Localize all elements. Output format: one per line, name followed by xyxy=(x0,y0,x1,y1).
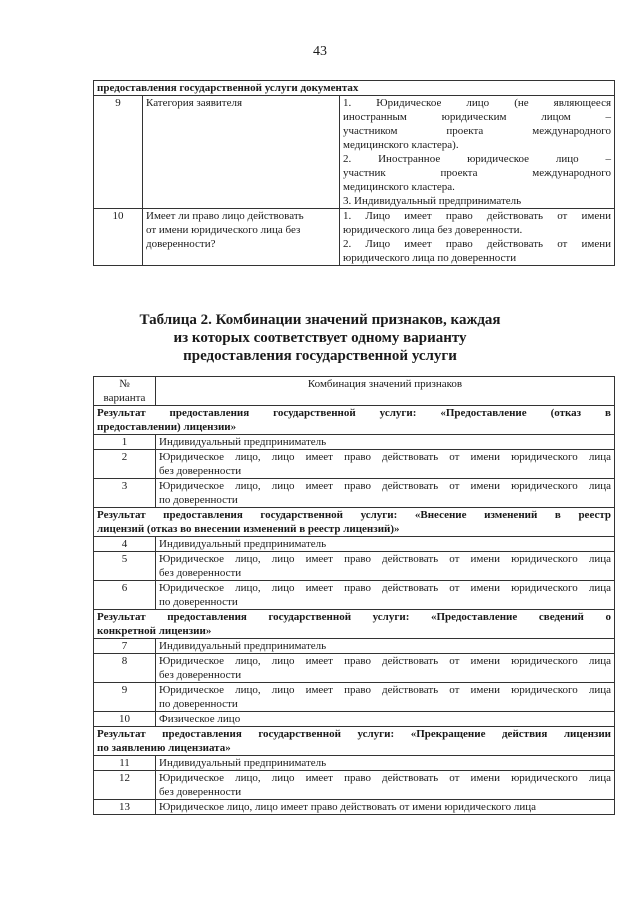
attribute-combination xyxy=(156,800,615,815)
variant-number: 1 xyxy=(94,435,156,450)
table-row xyxy=(94,96,615,209)
attribute-combination xyxy=(156,712,615,727)
table-row xyxy=(94,581,615,610)
combination-line: Юридическое лицо, лицо имеет право действовать от имени юридического лица xyxy=(159,772,611,784)
table-row xyxy=(94,537,615,552)
group-heading-line: предоставлении) лицензии» xyxy=(97,421,237,433)
attribute-combination xyxy=(156,581,615,610)
result-group-heading xyxy=(94,406,615,435)
table-row xyxy=(94,683,615,712)
value-line: медицинского кластера. xyxy=(343,181,455,193)
variant-number: 2 xyxy=(94,450,156,479)
combination-line: по доверенности xyxy=(159,698,238,710)
row-number: 10 xyxy=(94,209,143,266)
combination-line: без доверенности xyxy=(159,567,242,579)
attribute-combination xyxy=(156,639,615,654)
table-2-title xyxy=(0,311,640,365)
table-row xyxy=(94,209,615,266)
group-heading-line: Результат предоставления государственной услуги: «Прекращение действия лицензии xyxy=(97,728,611,740)
variant-number: 6 xyxy=(94,581,156,610)
combination-header: Комбинация значений признаков xyxy=(156,377,615,406)
combination-line: по доверенности xyxy=(159,494,238,506)
table-row xyxy=(94,479,615,508)
combination-line: Индивидуальный предприниматель xyxy=(159,757,327,769)
table-row xyxy=(94,756,615,771)
value-line: 2. Иностранное юридическое лицо – xyxy=(343,153,612,165)
combination-line: Юридическое лицо, лицо имеет право действовать от имени юридического лица xyxy=(159,451,611,463)
variant-number: 10 xyxy=(94,712,156,727)
value-line: 1. Лицо имеет право действовать от имени xyxy=(343,210,612,222)
combination-line: без доверенности xyxy=(159,786,242,798)
attribute-name xyxy=(143,209,340,266)
table-row xyxy=(94,712,615,727)
name-line: доверенности? xyxy=(146,238,216,250)
value-line: 2. Лицо имеет право действовать от имени xyxy=(343,238,612,250)
value-line: 1. Юридическое лицо (не являющееся xyxy=(343,97,612,109)
table-1-continuation-header: предоставления государственной услуги документах xyxy=(94,81,615,96)
table-row xyxy=(94,450,615,479)
group-heading-line: конкретной лицензии» xyxy=(97,625,212,637)
variant-number: 8 xyxy=(94,654,156,683)
variant-number-header xyxy=(94,377,156,406)
header-line: варианта xyxy=(103,392,146,404)
attribute-combination xyxy=(156,771,615,800)
attribute-combination xyxy=(156,450,615,479)
result-group-heading xyxy=(94,610,615,639)
group-heading-line: лицензий (отказ во внесении изменений в реестр лицензий)» xyxy=(97,523,400,535)
attribute-combination xyxy=(156,654,615,683)
table-2-header-row xyxy=(94,377,615,406)
table-2-body xyxy=(94,406,615,815)
combination-line: Юридическое лицо, лицо имеет право действовать от имени юридического лица xyxy=(159,655,611,667)
title-line: из которых соответствует одному варианту xyxy=(173,330,467,346)
combination-line: Индивидуальный предприниматель xyxy=(159,640,327,652)
page-number: 43 xyxy=(313,44,327,59)
table-2 xyxy=(93,376,615,815)
table-row xyxy=(94,552,615,581)
result-group-row xyxy=(94,406,615,435)
variant-number: 4 xyxy=(94,537,156,552)
group-heading-line: Результат предоставления государственной услуги: «Предоставление (отказ в xyxy=(97,407,611,419)
variant-number: 13 xyxy=(94,800,156,815)
result-group-row xyxy=(94,727,615,756)
title-line: предоставления государственной услуги xyxy=(183,348,457,364)
table-row xyxy=(94,800,615,815)
combination-line: Юридическое лицо, лицо имеет право действовать от имени юридического лица xyxy=(159,684,611,696)
attribute-combination xyxy=(156,756,615,771)
variant-number: 5 xyxy=(94,552,156,581)
combination-line: без доверенности xyxy=(159,669,242,681)
table-1-continuation-header-row xyxy=(94,81,615,96)
value-line: юридического лица без доверенности. xyxy=(343,224,523,236)
attribute-combination xyxy=(156,537,615,552)
table-row xyxy=(94,435,615,450)
combination-line: Физическое лицо xyxy=(159,713,241,725)
value-line: иностранным юридическим лицом – xyxy=(343,111,612,123)
table-row xyxy=(94,639,615,654)
combination-line: по доверенности xyxy=(159,596,238,608)
combination-line: Юридическое лицо, лицо имеет право действовать от имени юридического лица xyxy=(159,801,537,813)
variant-number: 11 xyxy=(94,756,156,771)
variant-number: 9 xyxy=(94,683,156,712)
combination-line: Индивидуальный предприниматель xyxy=(159,538,327,550)
value-line: юридического лица по доверенности xyxy=(343,252,517,264)
combination-line: Индивидуальный предприниматель xyxy=(159,436,327,448)
title-line: Таблица 2. Комбинации значений признаков, каждая xyxy=(139,312,501,328)
variant-number: 3 xyxy=(94,479,156,508)
combination-line: без доверенности xyxy=(159,465,242,477)
name-line: от имени юридического лица без xyxy=(146,224,301,236)
result-group-heading xyxy=(94,508,615,537)
variant-number: 7 xyxy=(94,639,156,654)
table-row xyxy=(94,654,615,683)
result-group-heading xyxy=(94,727,615,756)
attribute-values xyxy=(340,209,615,266)
group-heading-line: Результат предоставления государственной услуги: «Предоставление сведений о xyxy=(97,611,611,623)
value-line: участником проекта международного xyxy=(343,125,612,137)
name-line: Имеет ли право лицо действовать xyxy=(146,210,304,222)
result-group-row xyxy=(94,508,615,537)
row-number: 9 xyxy=(94,96,143,209)
combination-line: Юридическое лицо, лицо имеет право действовать от имени юридического лица xyxy=(159,480,611,492)
table-row xyxy=(94,771,615,800)
value-line: 3. Индивидуальный предприниматель xyxy=(343,195,522,207)
group-heading-line: Результат предоставления государственной услуги: «Внесение изменений в реестр xyxy=(97,509,611,521)
attribute-combination xyxy=(156,552,615,581)
result-group-row xyxy=(94,610,615,639)
header-line: № xyxy=(119,378,130,390)
variant-number: 12 xyxy=(94,771,156,800)
value-line: участник проекта международного xyxy=(343,167,612,179)
value-line: медицинского кластера). xyxy=(343,139,459,151)
attribute-name: Категория заявителя xyxy=(143,96,340,209)
table-1-continuation xyxy=(93,80,615,266)
combination-line: Юридическое лицо, лицо имеет право действовать от имени юридического лица xyxy=(159,582,611,594)
attribute-values xyxy=(340,96,615,209)
attribute-combination xyxy=(156,683,615,712)
attribute-combination xyxy=(156,435,615,450)
group-heading-line: по заявлению лицензиата» xyxy=(97,742,231,754)
combination-line: Юридическое лицо, лицо имеет право действовать от имени юридического лица xyxy=(159,553,611,565)
attribute-combination xyxy=(156,479,615,508)
